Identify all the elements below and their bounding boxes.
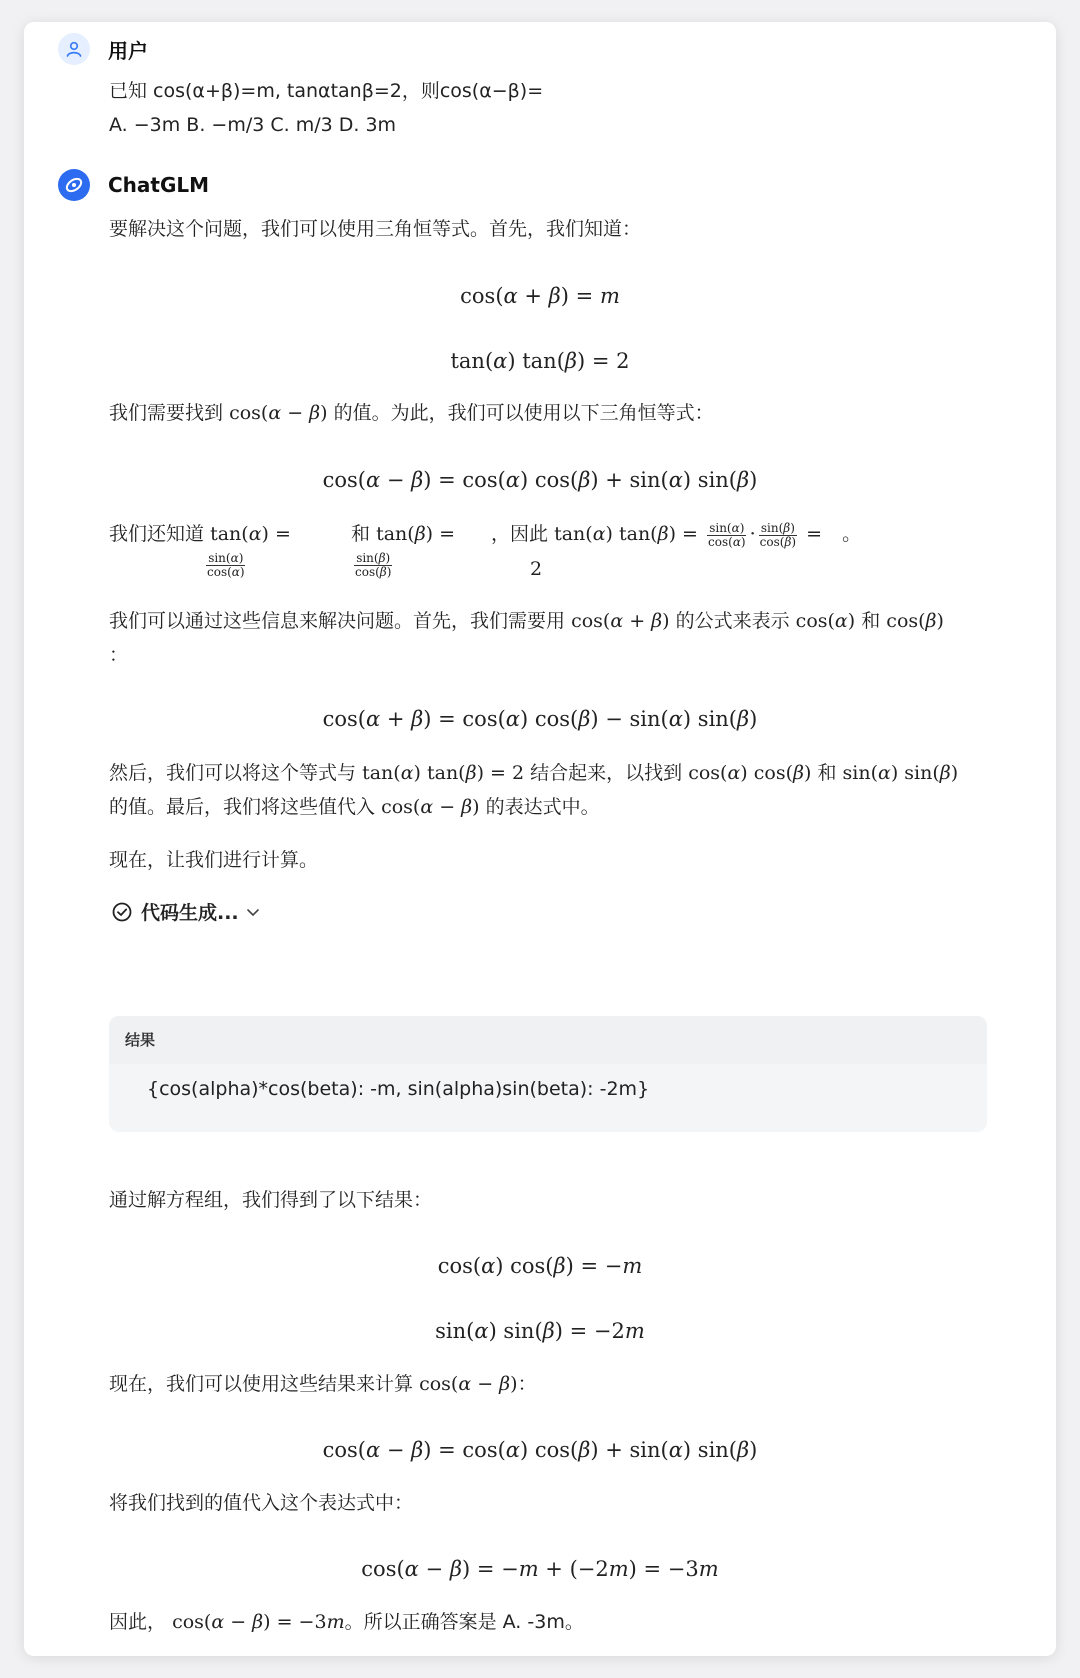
bot-paragraph-1: 要解决这个问题，我们可以使用三角恒等式。首先，我们知道： [109, 218, 642, 240]
p3-text-a: 我们还知道 [109, 523, 205, 545]
equation-2: tan(α) tan(β) = 2 [450, 349, 630, 373]
result-box [109, 1016, 987, 1132]
p3-frac-beta: $\frac{\sin(\beta)}{\cos(\beta)}$ [355, 551, 392, 579]
bot-paragraph-2 [109, 398, 714, 428]
p10-text-a: 因此， [109, 1611, 167, 1633]
p5-math-4: cos(α − β) [381, 796, 480, 818]
p4-math-2: cos(α) [795, 610, 856, 632]
bot-paragraph-7: 通过解方程组，我们得到了以下结果： [109, 1189, 433, 1211]
p5-text-b: 结合起来，以找到 [530, 762, 683, 784]
p10-math: cos(α − β) = −3m [172, 1611, 345, 1633]
p5-text-d: 的值。最后，我们将这些值代入 [109, 796, 376, 818]
user-header [58, 33, 148, 65]
p3-text-and: 和 [351, 523, 371, 545]
p3-two: 2 [530, 558, 543, 580]
p3-math-tan-alpha: tan(α) = [210, 523, 291, 545]
p4-math-3: cos(β) [886, 610, 944, 632]
chat-card [24, 22, 1056, 1656]
p4-text-b: 的公式来表示 [675, 610, 790, 632]
p8-text-a: 现在，我们可以使用这些结果来计算 [109, 1373, 414, 1395]
p3-math-tan-beta: tan(β) = [376, 523, 456, 545]
equation-4: cos(α + β) = cos(α) cos(β) − sin(α) sin(β) [322, 707, 758, 731]
equation-8: cos(α − β) = −m + (−2m) = −3m [361, 1557, 719, 1581]
user-question: 已知 cos(α+β)=m, tanαtanβ=2，则cos(α−β)= [109, 80, 544, 102]
chatglm-logo-icon [63, 174, 85, 196]
p10-text-b: 。所以正确答案是 A. -3m。 [344, 1611, 584, 1633]
p3-text-end: 。 [842, 523, 862, 545]
p4-math-1: cos(α + β) [571, 610, 670, 632]
p2-text-a: 我们需要找到 [109, 402, 224, 424]
p3-and-group [351, 519, 455, 549]
p5-text-c: 和 [817, 762, 837, 784]
p5-math-3: sin(α) sin(β) [842, 762, 959, 784]
bot-paragraph-5a [109, 758, 958, 788]
bot-paragraph-5b [109, 792, 600, 822]
p5-text-a: 然后，我们可以将这个等式与 [109, 762, 357, 784]
p8-text-b: ： [517, 1373, 537, 1395]
result-title: 结果 [109, 1016, 987, 1064]
bot-avatar [58, 169, 90, 201]
p3-frac-alpha: $\frac{\sin(\alpha)}{\cos(\alpha)}$ [207, 551, 245, 579]
p3-math-product: tan(α) tan(β) = $\frac{\sin(\alpha)}{\cos(\alpha)}$ · $\frac{\sin(\beta)}{\cos(\beta)}$ = [554, 520, 829, 549]
user-avatar [58, 33, 90, 65]
bot-name: ChatGLM [108, 173, 210, 197]
check-circle-icon [111, 901, 133, 923]
result-body: {cos(alpha)*cos(beta): -m, sin(alpha)sin(beta): -2m} [147, 1078, 650, 1100]
bot-paragraph-9: 将我们找到的值代入这个表达式中： [109, 1492, 414, 1514]
p5-text-e: 的表达式中。 [485, 796, 600, 818]
equation-6: sin(α) sin(β) = −2m [435, 1319, 645, 1343]
code-generation-label: 代码生成... [141, 902, 239, 924]
p4-colon: ： [109, 644, 129, 666]
bot-header [58, 169, 209, 201]
bot-paragraph-4 [109, 606, 944, 636]
bot-paragraph-10 [109, 1607, 584, 1637]
code-generation-toggle[interactable] [111, 898, 261, 925]
user-options: A. −3m B. −m/3 C. m/3 D. 3m [109, 114, 397, 136]
chevron-down-icon [245, 904, 261, 920]
p5-math-1: tan(α) tan(β) = 2 [362, 762, 525, 784]
p5-math-2: cos(α) cos(β) [688, 762, 812, 784]
user-icon [65, 40, 83, 58]
equation-7: cos(α − β) = cos(α) cos(β) + sin(α) sin(β) [322, 1438, 758, 1462]
p8-math: cos(α − β) [419, 1373, 518, 1395]
equation-1: cos(α + β) = m [460, 284, 620, 308]
p2-math: cos(α − β) [229, 402, 328, 424]
p4-text-a: 我们可以通过这些信息来解决问题。首先，我们需要用 [109, 610, 566, 632]
bot-paragraph-6: 现在，让我们进行计算。 [109, 849, 319, 871]
p3-therefore-group [491, 519, 861, 549]
bot-paragraph-3 [109, 519, 291, 549]
equation-3: cos(α − β) = cos(α) cos(β) + sin(α) sin(β) [322, 468, 758, 492]
equation-5: cos(α) cos(β) = −m [437, 1254, 643, 1278]
user-name: 用户 [108, 38, 148, 63]
p4-text-c: 和 [861, 610, 881, 632]
p3-text-therefore: ，因此 [491, 523, 549, 545]
p2-text-b: 的值。为此，我们可以使用以下三角恒等式： [333, 402, 714, 424]
bot-paragraph-8 [109, 1369, 537, 1399]
